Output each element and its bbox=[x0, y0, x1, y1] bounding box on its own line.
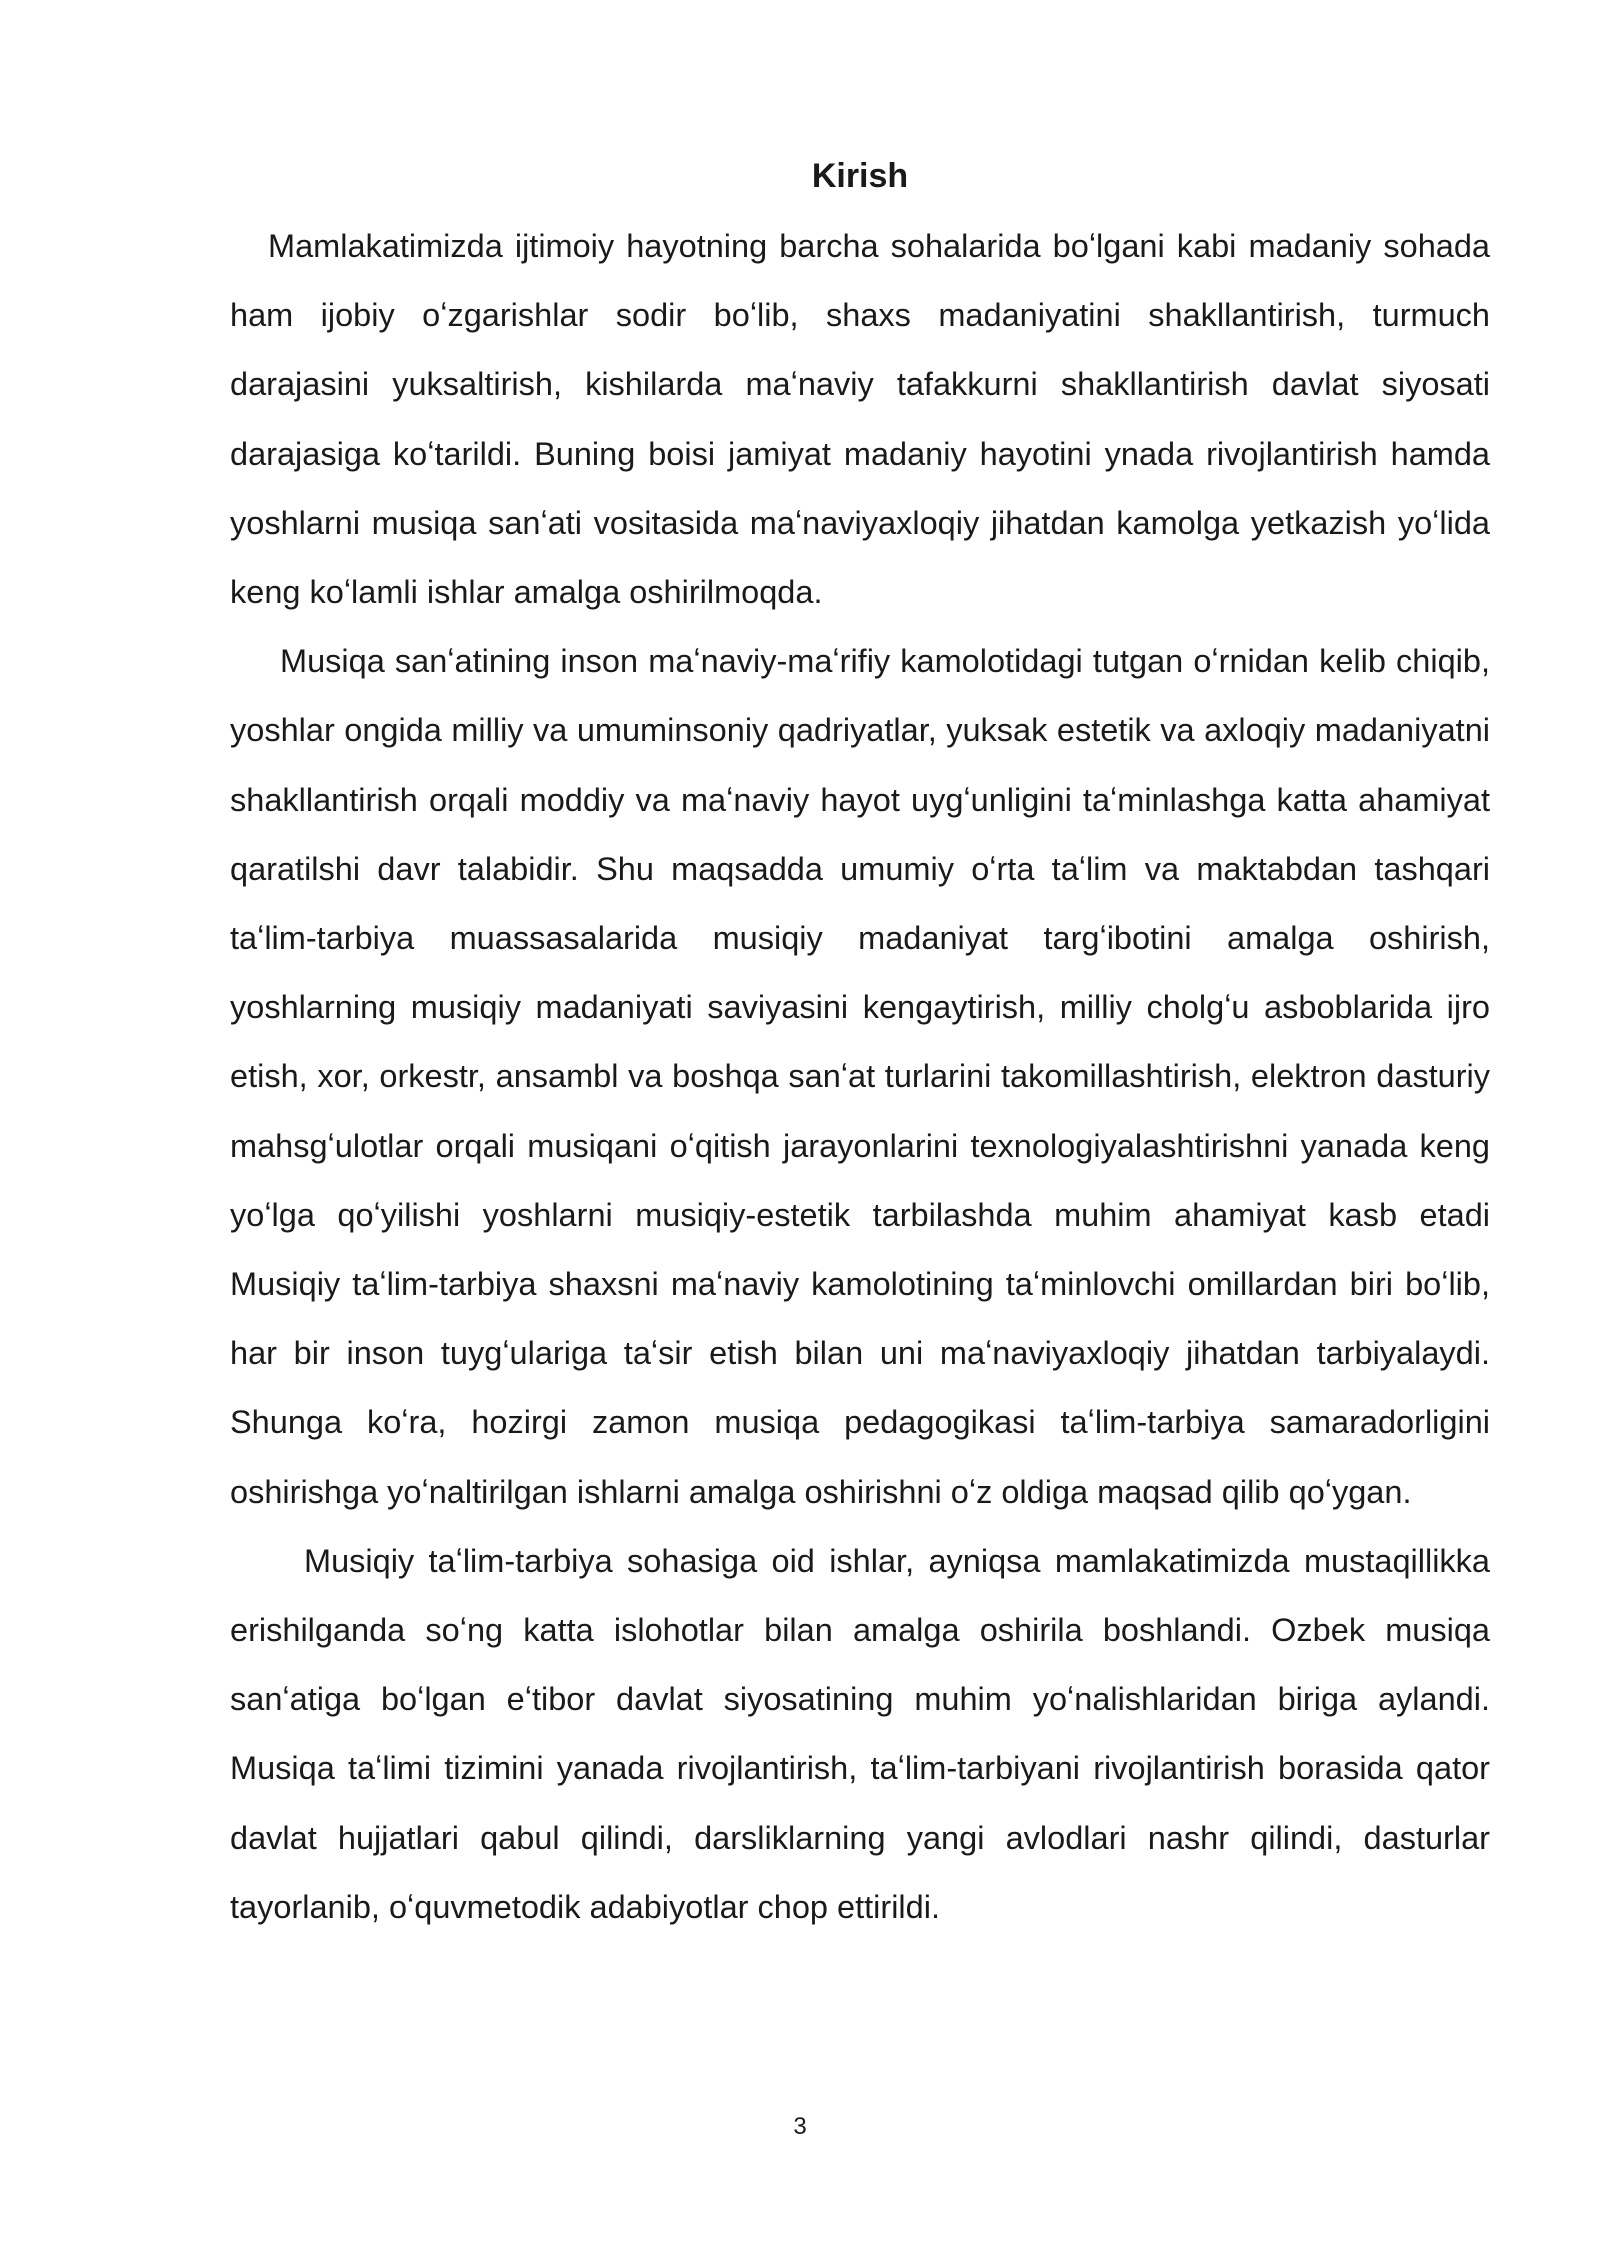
paragraph-1: Mamlakatimizda ijtimoiy hayotning barcha sohalarida boʻlgani kabi madaniy sohada ham ijobiy oʻzgarishlar sodir boʻlib, shaxs madaniyatini shakllantirish, turmuch darajasini yuksaltirish, kishilarda maʻnaviy tafakkurni shakllantirish davlat siyosati darajasiga koʻtarildi. Buning boisi jamiyat madaniy hayotini ynada rivojlantirish hamda yoshlarni musiqa sanʻati vositasida maʻnaviyaxloqiy jihatdan kamolga yetkazish yoʻlida keng koʻlamli ishlar amalga oshirilmoqda. bbox=[230, 228, 1490, 611]
page-content bbox=[230, 150, 1490, 1942]
page-number: 3 bbox=[793, 2113, 807, 2140]
section-title: Kirish bbox=[811, 157, 909, 195]
paragraph-2: Musiqa sanʻatining inson maʻnaviy-maʻrifiy kamolotidagi tutgan oʻrnidan kelib chiqib, yoshlar ongida milliy va umuminsoniy qadriyatlar, yuksak estetik va axloqiy madaniyatni shakllantirish orqali moddiy va maʻnaviy hayot uygʻunligini taʻminlashga katta ahamiyat qaratilshi davr talabidir. Shu maqsadda umumiy oʻrta taʻlim va maktabdan tashqari taʻlim-tarbiya muassasalarida musiqiy madaniyat targʻibotini amalga oshirish, yoshlarning musiqiy madaniyati saviyasini kengaytirish, milliy cholgʻu asboblarida ijro etish, xor, orkestr, ansambl va boshqa sanʻat turlarini takomillashtirish, elektron dasturiy mahsgʻulotlar orqali musiqani oʻqitish jarayonlarini texnologiyalashtirishni yanada keng yoʻlga qoʻyilishi yoshlarni musiqiy-estetik tarbilashda muhim ahamiyat kasb etadi Musiqiy taʻlim-tarbiya shaxsni maʻnaviy kamolotining taʻminlovchi omillardan biri boʻlib, har bir inson tuygʻulariga taʻsir etish bilan uni maʻnaviyaxloqiy jihatdan tarbiyalaydi. Shunga koʻra, hozirgi zamon musiqa pedagogikasi taʻlim-tarbiya samaradorligini oshirishga yoʻnaltirilgan ishlarni amalga oshirishni oʻz oldiga maqsad qilib qoʻygan. bbox=[230, 643, 1490, 1510]
paragraph-3: Musiqiy taʻlim-tarbiya sohasiga oid ishlar, ayniqsa mamlakatimizda mustaqillikka erishilganda soʻng katta islohotlar bilan amalga oshirila boshlandi. Ozbek musiqa sanʻatiga boʻlgan eʻtibor davlat siyosatining muhim yoʻnalishlaridan biriga aylandi. Musiqa taʻlimi tizimini yanada rivojlantirish, taʻlim-tarbiyani rivojlantirish borasida qator davlat hujjatlari qabul qilindi, darsliklarning yangi avlodlari nashr qilindi, dasturlar tayorlanib, oʻquvmetodik adabiyotlar chop ettirildi. bbox=[230, 1542, 1490, 1925]
